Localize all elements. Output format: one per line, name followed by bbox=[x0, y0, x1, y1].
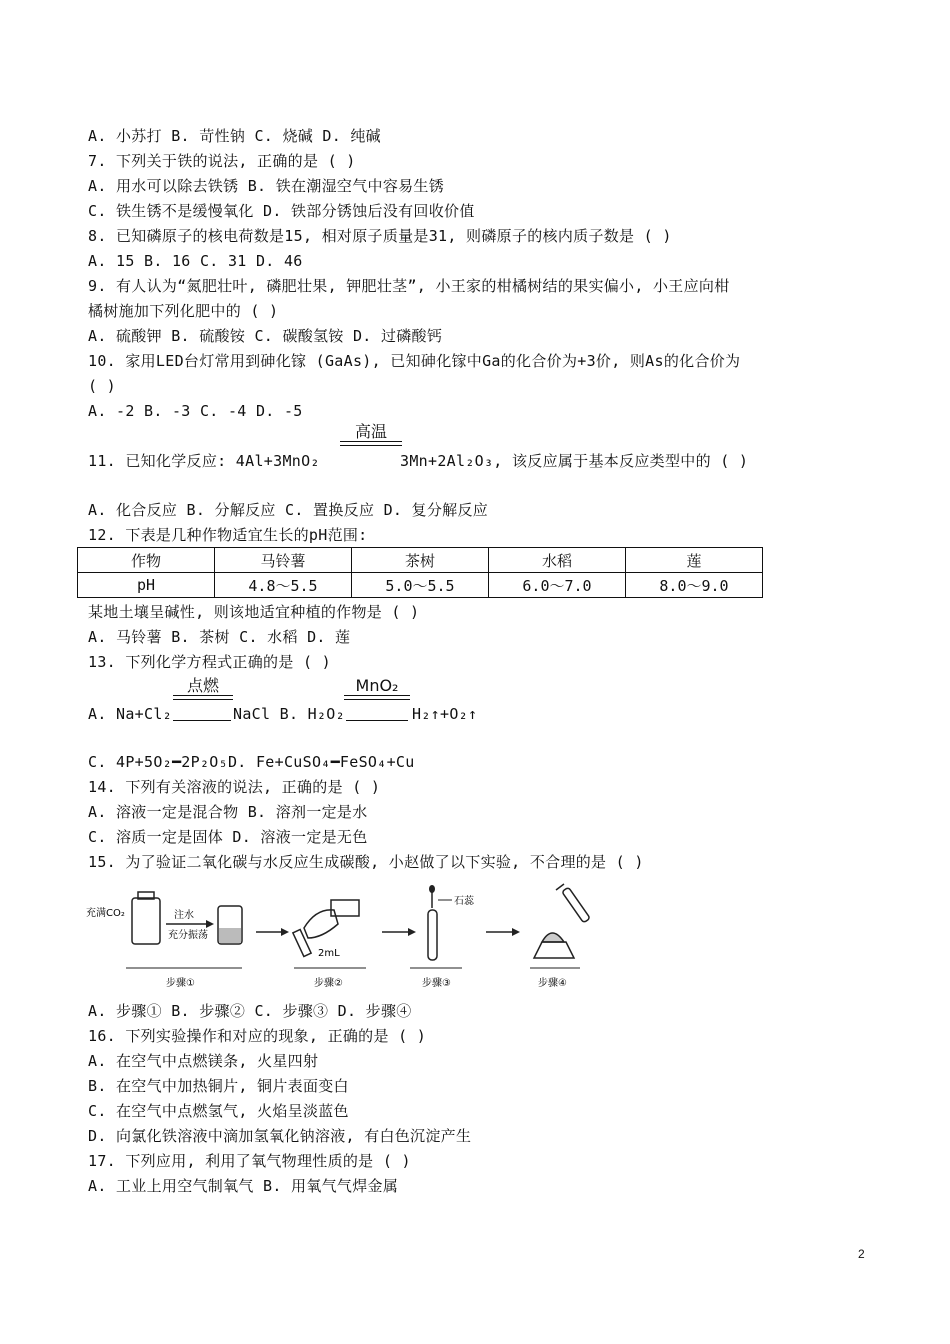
q7-options-ab: A. 用水可以除去铁锈 B. 铁在潮湿空气中容易生锈 bbox=[88, 177, 445, 195]
arrow-head-icon bbox=[206, 920, 214, 928]
table-cell: 作物 bbox=[78, 548, 215, 573]
arrow-head-icon bbox=[512, 928, 520, 936]
alcohol-lamp-flame-icon bbox=[542, 933, 564, 942]
bottle-icon bbox=[132, 898, 160, 944]
q12-question: 某地土壤呈碱性, 则该地适宜种植的作物是 ( ) bbox=[88, 603, 420, 621]
q11-stem-right: 3Mn+2Al₂O₃, 该反应属于基本反应类型中的 ( ) bbox=[400, 452, 749, 470]
q13-b-blank-line bbox=[346, 720, 408, 721]
litmus-label: 石蕊 bbox=[454, 896, 474, 907]
table-cell: pH bbox=[78, 573, 215, 598]
q17-stem: 17. 下列应用, 利用了氧气物理性质的是 ( ) bbox=[88, 1152, 411, 1170]
table-cell: 马铃薯 bbox=[215, 548, 352, 573]
q11-condition-bar bbox=[340, 441, 402, 446]
q8-stem: 8. 已知磷原子的核电荷数是15, 相对原子质量是31, 则磷原子的核内质子数是 ( ) bbox=[88, 227, 672, 245]
q6-options: A. 小苏打 B. 苛性钠 C. 烧碱 D. 纯碱 bbox=[88, 127, 381, 145]
q13-b-condition-label: MnO₂ bbox=[355, 676, 399, 695]
q17-options: A. 工业上用空气制氧气 B. 用氧气气焊金属 bbox=[88, 1177, 399, 1195]
table-header-row bbox=[78, 548, 763, 573]
q10-stem: 10. 家用LED台灯常用到砷化镓 (GaAs), 已知砷化镓中Ga的化合价为+3价, 则As的化合价为 bbox=[88, 352, 741, 370]
table-cell: 莲 bbox=[626, 548, 763, 573]
table-cell: 4.8～5.5 bbox=[215, 573, 352, 598]
q8-options: A. 15 B. 16 C. 31 D. 46 bbox=[88, 252, 303, 270]
q12-options: A. 马铃薯 B. 茶树 C. 水稻 D. 莲 bbox=[88, 628, 351, 646]
q9-stem: 9. 有人认为“氮肥壮叶, 磷肥壮果, 钾肥壮茎”, 小王家的柑橘树结的果实偏小, 小王应向柑 bbox=[88, 277, 730, 295]
q13-b-condition bbox=[344, 677, 410, 700]
q13-option-a-right: NaCl B. H₂O₂ bbox=[233, 705, 345, 723]
q9-options: A. 硫酸钾 B. 硫酸铵 C. 碳酸氢铵 D. 过磷酸钙 bbox=[88, 327, 443, 345]
q11-condition-label: 高温 bbox=[354, 422, 387, 441]
arrow-head-icon bbox=[408, 928, 416, 936]
q7-stem: 7. 下列关于铁的说法, 正确的是 ( ) bbox=[88, 152, 356, 170]
table-cell: 5.0～5.5 bbox=[352, 573, 489, 598]
test-tube-icon bbox=[293, 930, 311, 957]
page-number: 2 bbox=[858, 1247, 865, 1261]
q16-stem: 16. 下列实验操作和对应的现象, 正确的是 ( ) bbox=[88, 1027, 427, 1045]
table-row bbox=[78, 573, 763, 598]
q12-stem: 12. 下表是几种作物适宜生长的pH范围: bbox=[88, 526, 368, 544]
q16-option-d: D. 向氯化铁溶液中滴加氢氧化钠溶液, 有白色沉淀产生 bbox=[88, 1127, 472, 1145]
tube-holder-icon bbox=[556, 884, 564, 890]
q14-options-ab: A. 溶液一定是混合物 B. 溶剂一定是水 bbox=[88, 803, 368, 821]
hand-icon bbox=[304, 910, 338, 938]
q11-reaction-condition bbox=[340, 423, 402, 446]
table-cell: 水稻 bbox=[489, 548, 626, 573]
q10-stem-cont: ( ) bbox=[88, 377, 116, 395]
dropper-bulb-icon bbox=[429, 885, 435, 893]
q10-options: A. -2 B. -3 C. -4 D. -5 bbox=[88, 402, 303, 420]
q16-option-a: A. 在空气中点燃镁条, 火星四射 bbox=[88, 1052, 319, 1070]
step4-label: 步骤④ bbox=[538, 978, 567, 989]
q13-a-blank-line bbox=[173, 720, 231, 721]
step2-label: 步骤② bbox=[314, 978, 343, 989]
water-fill bbox=[219, 928, 241, 943]
water-label: 注水 bbox=[174, 910, 194, 921]
table-cell: 茶树 bbox=[352, 548, 489, 573]
table-cell: 6.0～7.0 bbox=[489, 573, 626, 598]
step3-label: 步骤③ bbox=[422, 978, 451, 989]
test-tube-icon bbox=[428, 910, 437, 960]
q16-option-b: B. 在空气中加热铜片, 铜片表面变白 bbox=[88, 1077, 349, 1095]
test-tube-icon bbox=[562, 887, 590, 923]
table-cell: 8.0～9.0 bbox=[626, 573, 763, 598]
shake-label: 充分振荡 bbox=[168, 930, 208, 941]
q14-options-cd: C. 溶质一定是固体 D. 溶液一定是无色 bbox=[88, 828, 368, 846]
q14-stem: 14. 下列有关溶液的说法, 正确的是 ( ) bbox=[88, 778, 381, 796]
q15-stem: 15. 为了验证二氧化碳与水反应生成碳酸, 小赵做了以下实验, 不合理的是 ( ) bbox=[88, 853, 644, 871]
q13-a-condition bbox=[173, 677, 233, 700]
q16-option-c: C. 在空气中点燃氢气, 火焰呈淡蓝色 bbox=[88, 1102, 349, 1120]
ph-table bbox=[77, 547, 763, 598]
q9-stem-cont: 橘树施加下列化肥中的 ( ) bbox=[88, 302, 279, 320]
co2-label: 充满CO₂ bbox=[86, 908, 125, 919]
step1-label: 步骤① bbox=[166, 978, 195, 989]
q13-a-condition-label: 点燃 bbox=[186, 676, 219, 695]
q13-option-b-right: H₂↑+O₂↑ bbox=[412, 705, 478, 723]
volume-label: 2mL bbox=[318, 948, 340, 959]
q13-options-cd: C. 4P+5O₂━2P₂O₅D. Fe+CuSO₄━FeSO₄+Cu bbox=[88, 753, 415, 771]
q11-stem-left: 11. 已知化学反应: 4Al+3MnO₂ bbox=[88, 452, 320, 470]
experiment-figure bbox=[86, 880, 596, 992]
q7-options-cd: C. 铁生锈不是缓慢氧化 D. 铁部分锈蚀后没有回收价值 bbox=[88, 202, 475, 220]
q13-stem: 13. 下列化学方程式正确的是 ( ) bbox=[88, 653, 331, 671]
q13-a-condition-bar bbox=[173, 695, 233, 700]
alcohol-lamp-icon bbox=[534, 942, 574, 958]
arrow-head-icon bbox=[281, 928, 289, 936]
q13-b-condition-bar bbox=[344, 695, 410, 700]
q15-options: A. 步骤① B. 步骤② C. 步骤③ D. 步骤④ bbox=[88, 1002, 412, 1020]
q11-options: A. 化合反应 B. 分解反应 C. 置换反应 D. 复分解反应 bbox=[88, 501, 489, 519]
q13-option-a-left: A. Na+Cl₂ bbox=[88, 705, 172, 723]
